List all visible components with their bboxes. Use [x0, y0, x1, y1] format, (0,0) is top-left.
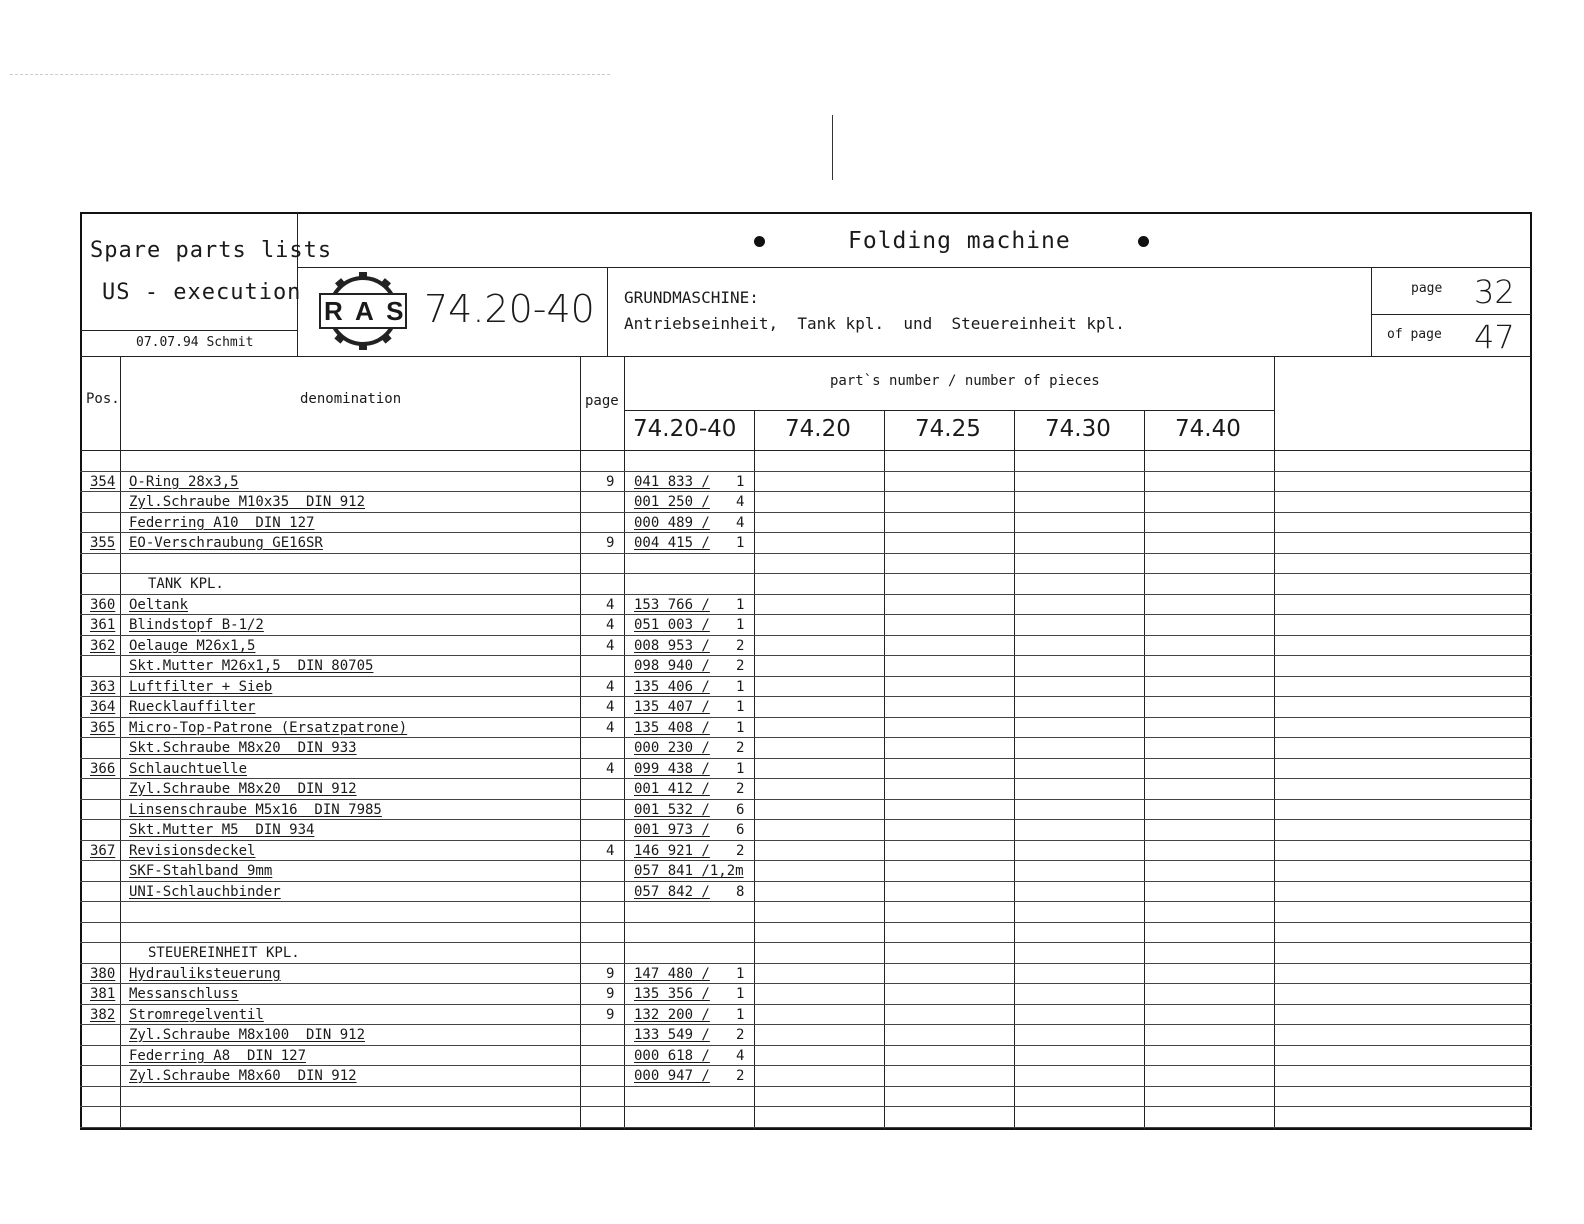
- row-part-number: 057 842 /: [634, 884, 710, 900]
- row-separator: [80, 860, 1532, 861]
- row-denomination: Zyl.Schraube M8x20 DIN 912: [129, 781, 357, 797]
- row-part-number: 001 973 /: [634, 822, 710, 838]
- row-denomination: TANK KPL.: [148, 576, 224, 592]
- col-denomination-label: denomination: [300, 391, 402, 407]
- row-quantity: 1: [736, 966, 745, 982]
- column-header-bottom: [80, 450, 1532, 451]
- row-separator: [80, 758, 1532, 759]
- header-bottom-line: [80, 356, 1532, 357]
- row-page: 4: [606, 720, 615, 736]
- row-denomination: Skt.Schraube M8x20 DIN 933: [129, 740, 357, 756]
- doc-type-line1: Spare parts lists: [90, 238, 333, 263]
- row-separator: [80, 819, 1532, 820]
- row-denomination: EO-Verschraubung GE16SR: [129, 535, 323, 551]
- scan-artifact-top: [10, 74, 610, 75]
- row-denomination: Luftfilter + Sieb: [129, 679, 273, 695]
- row-quantity: 1: [736, 986, 745, 1002]
- date-author: 07.07.94 Schmit: [136, 335, 254, 350]
- pagebox-hline: [1371, 314, 1532, 315]
- binding-mark: [832, 115, 833, 180]
- row-quantity: 1: [736, 699, 745, 715]
- row-quantity: 1: [736, 597, 745, 613]
- row-denomination: Federring A8 DIN 127: [129, 1048, 307, 1064]
- row-separator: [80, 655, 1532, 656]
- row-part-number: 098 940 /: [634, 658, 710, 674]
- row-page: 9: [606, 474, 615, 490]
- row-quantity: 2: [736, 658, 745, 674]
- row-part-number: 001 412 /: [634, 781, 710, 797]
- row-pos: 381: [90, 986, 116, 1002]
- row-denomination: Stromregelventil: [129, 1007, 264, 1023]
- row-separator: [80, 1045, 1532, 1046]
- parts-header-line: [624, 410, 1274, 411]
- row-denomination: Revisionsdeckel: [129, 843, 256, 859]
- row-separator: [80, 635, 1532, 636]
- row-page: 9: [606, 535, 615, 551]
- model-col-3: 74.25: [915, 416, 981, 442]
- row-part-number: 135 406 /: [634, 679, 710, 695]
- of-page-label: of page: [1387, 327, 1442, 342]
- parts-header-label: part`s number / number of pieces: [830, 373, 1100, 389]
- row-quantity: 4: [736, 494, 745, 510]
- row-pos: 380: [90, 966, 116, 982]
- row-pos: 360: [90, 597, 116, 613]
- row-pos: 354: [90, 474, 116, 490]
- row-separator: [80, 799, 1532, 800]
- row-quantity: 2: [736, 638, 745, 654]
- row-part-number: 132 200 /: [634, 1007, 710, 1023]
- row-separator: [80, 676, 1532, 677]
- row-pos: 361: [90, 617, 116, 633]
- row-separator: [80, 1106, 1532, 1107]
- row-pos: 367: [90, 843, 116, 859]
- row-quantity: 2: [736, 1068, 745, 1084]
- row-denomination: Schlauchtuelle: [129, 761, 248, 777]
- row-denomination: SKF-Stahlband 9mm: [129, 863, 273, 879]
- row-separator: [80, 1024, 1532, 1025]
- row-separator: [80, 717, 1532, 718]
- row-separator: [80, 1004, 1532, 1005]
- row-page: 4: [606, 638, 615, 654]
- row-separator: [80, 942, 1532, 943]
- row-denomination: Oelauge M26x1,5: [129, 638, 256, 654]
- model-col-2: 74.20: [785, 416, 851, 442]
- doc-type-line2: US - execution: [102, 280, 302, 305]
- row-part-number: 051 003 /: [634, 617, 710, 633]
- row-part-number: 099 438 /: [634, 761, 710, 777]
- row-part-number: 153 766 /: [634, 597, 710, 613]
- row-denomination: Zyl.Schraube M8x100 DIN 912: [129, 1027, 366, 1043]
- row-quantity: 1: [736, 535, 745, 551]
- row-quantity: 1: [736, 617, 745, 633]
- row-pos: 365: [90, 720, 116, 736]
- row-page: 4: [606, 679, 615, 695]
- row-denomination: Zyl.Schraube M10x35 DIN 912: [129, 494, 366, 510]
- title-bottom-line: [297, 267, 1532, 268]
- row-quantity: 1: [736, 761, 745, 777]
- row-separator: [80, 471, 1532, 472]
- row-denomination: Linsenschraube M5x16 DIN 7985: [129, 802, 382, 818]
- col-page-label: page: [585, 393, 619, 409]
- row-denomination: Ruecklauffilter: [129, 699, 256, 715]
- row-part-number: 146 921 /: [634, 843, 710, 859]
- model-group-divider: [607, 267, 608, 356]
- row-denomination: Skt.Mutter M5 DIN 934: [129, 822, 315, 838]
- machine-title: Folding machine: [848, 228, 1071, 254]
- row-separator: [80, 1065, 1532, 1066]
- row-denomination: Messanschluss: [129, 986, 239, 1002]
- row-separator: [80, 737, 1532, 738]
- row-separator: [80, 840, 1532, 841]
- row-separator: [80, 983, 1532, 984]
- row-part-number: 001 532 /: [634, 802, 710, 818]
- row-separator: [80, 696, 1532, 697]
- row-quantity: 4: [736, 1048, 745, 1064]
- col-pos-divider: [120, 356, 121, 1130]
- row-separator: [80, 491, 1532, 492]
- row-quantity: 8: [736, 884, 745, 900]
- row-part-number: 000 947 /: [634, 1068, 710, 1084]
- col-denom-divider: [580, 356, 581, 1130]
- model-col-1: 74.20-40: [633, 416, 737, 442]
- row-page: 4: [606, 597, 615, 613]
- row-part-number: 004 415 /: [634, 535, 710, 551]
- col-m2-divider: [884, 410, 885, 1130]
- col-page-divider: [624, 356, 625, 1130]
- row-part-number: 057 841 /1,2m: [634, 863, 744, 879]
- row-separator: [80, 1127, 1532, 1128]
- row-separator: [80, 778, 1532, 779]
- group-title: GRUNDMASCHINE:: [624, 288, 759, 307]
- row-separator: [80, 553, 1532, 554]
- row-quantity: 2: [736, 843, 745, 859]
- row-part-number: 135 408 /: [634, 720, 710, 736]
- row-page: 9: [606, 966, 615, 982]
- row-quantity: 2: [736, 1027, 745, 1043]
- row-denomination: STEUEREINHEIT KPL.: [148, 945, 300, 961]
- row-denomination: Blindstopf B-1/2: [129, 617, 264, 633]
- row-separator: [80, 512, 1532, 513]
- row-denomination: Skt.Mutter M26x1,5 DIN 80705: [129, 658, 374, 674]
- header-left-hline: [80, 330, 297, 331]
- row-separator: [80, 1086, 1532, 1087]
- row-page: 4: [606, 843, 615, 859]
- page-label: page: [1411, 281, 1443, 296]
- row-separator: [80, 963, 1532, 964]
- row-page: 9: [606, 1007, 615, 1023]
- row-separator: [80, 901, 1532, 902]
- row-part-number: 000 618 /: [634, 1048, 710, 1064]
- row-quantity: 1: [736, 1007, 745, 1023]
- group-subtitle: Antriebseinheit, Tank kpl. und Steuereinheit kpl.: [624, 314, 1125, 333]
- row-part-number: 135 356 /: [634, 986, 710, 1002]
- model-number: 74.20-40: [424, 287, 595, 331]
- col-m4-divider: [1144, 410, 1145, 1130]
- row-quantity: 1: [736, 474, 745, 490]
- row-separator: [80, 881, 1532, 882]
- row-denomination: Federring A10 DIN 127: [129, 515, 315, 531]
- row-separator: [80, 573, 1532, 574]
- row-quantity: 4: [736, 515, 745, 531]
- row-separator: [80, 594, 1532, 595]
- row-page: 4: [606, 761, 615, 777]
- row-separator: [80, 532, 1532, 533]
- row-pos: 366: [90, 761, 116, 777]
- row-quantity: 6: [736, 802, 745, 818]
- row-denomination: UNI-Schlauchbinder: [129, 884, 281, 900]
- row-denomination: Micro-Top-Patrone (Ersatzpatrone): [129, 720, 408, 736]
- row-quantity: 1: [736, 679, 745, 695]
- row-pos: 363: [90, 679, 116, 695]
- row-part-number: 133 549 /: [634, 1027, 710, 1043]
- page-value: 32: [1474, 273, 1515, 311]
- row-denomination: O-Ring 28x3,5: [129, 474, 239, 490]
- row-separator: [80, 922, 1532, 923]
- of-page-value: 47: [1474, 318, 1515, 356]
- row-part-number: 041 833 /: [634, 474, 710, 490]
- row-part-number: 135 407 /: [634, 699, 710, 715]
- col-m3-divider: [1014, 410, 1015, 1130]
- col-m5-divider: [1274, 356, 1275, 1130]
- row-separator: [80, 614, 1532, 615]
- row-part-number: 001 250 /: [634, 494, 710, 510]
- row-pos: 362: [90, 638, 116, 654]
- pagebox-divider: [1371, 267, 1372, 356]
- row-part-number: 000 489 /: [634, 515, 710, 531]
- row-part-number: 147 480 /: [634, 966, 710, 982]
- row-quantity: 1: [736, 720, 745, 736]
- row-page: 9: [606, 986, 615, 1002]
- row-pos: 364: [90, 699, 116, 715]
- row-quantity: 6: [736, 822, 745, 838]
- row-quantity: 2: [736, 740, 745, 756]
- model-col-5: 74.40: [1175, 416, 1241, 442]
- col-m1-divider: [754, 410, 755, 1130]
- row-pos: 355: [90, 535, 116, 551]
- bullet-right: [1138, 236, 1149, 247]
- row-denomination: Oeltank: [129, 597, 189, 613]
- row-page: 4: [606, 617, 615, 633]
- col-pos-label: Pos.: [86, 391, 120, 407]
- row-pos: 382: [90, 1007, 116, 1023]
- bullet-left: [754, 236, 765, 247]
- row-part-number: 000 230 /: [634, 740, 710, 756]
- ras-logo: [318, 270, 408, 352]
- logo-text: R A S: [324, 296, 407, 326]
- row-denomination: Zyl.Schraube M8x60 DIN 912: [129, 1068, 357, 1084]
- row-quantity: 2: [736, 781, 745, 797]
- row-page: 4: [606, 699, 615, 715]
- row-denomination: Hydrauliksteuerung: [129, 966, 281, 982]
- row-part-number: 008 953 /: [634, 638, 710, 654]
- model-col-4: 74.30: [1045, 416, 1111, 442]
